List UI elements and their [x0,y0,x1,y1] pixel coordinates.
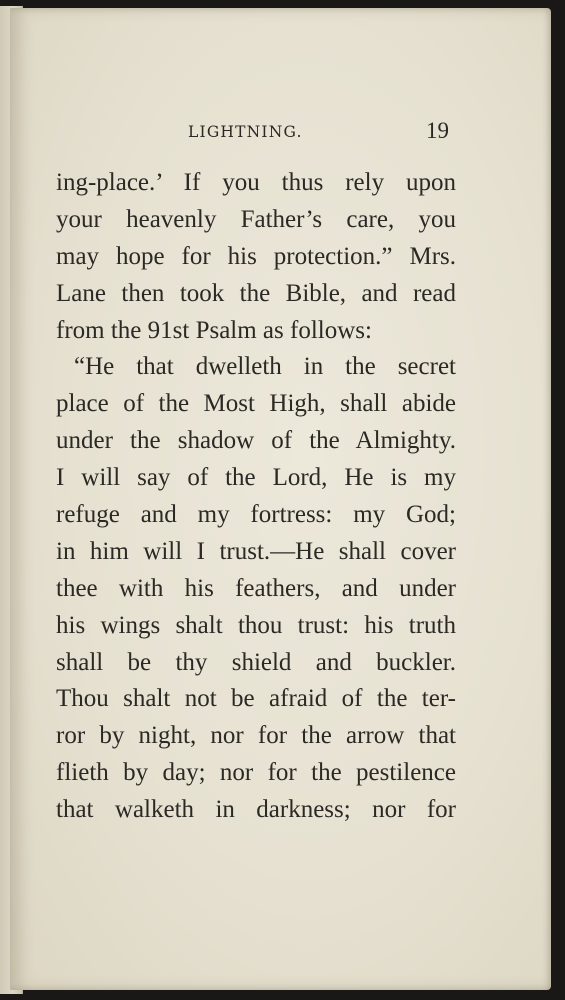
text-line: flieth by day; nor for the pestilence [56,759,456,787]
text-line: Lane then took the Bible, and read [56,279,456,307]
text-line: in him will I trust.—He shall cover [56,537,456,565]
text-line: I will say of the Lord, He is my [56,464,456,492]
text-line: your heavenly Father’s care, you [56,205,456,233]
text-line: thee with his feathers, and under [56,574,456,602]
body-text [56,165,456,829]
text-line: that walketh in darkness; nor for [56,796,456,824]
running-title: LIGHTNING. [188,123,303,141]
text-line: refuge and my fortress: my God; [56,501,456,529]
text-line: “He that dwelleth in the secret [74,353,456,381]
text-line: place of the Most High, shall abide [56,390,456,418]
text-line: may hope for his protection.” Mrs. [56,242,456,270]
page-header [10,118,551,148]
text-line: from the 91st Psalm as follows: [56,316,372,344]
text-line: shall be thy shield and buckler. [56,648,456,676]
text-line: his wings shalt thou trust: his truth [56,611,456,639]
book-page [10,8,551,990]
text-line: Thou shalt not be afraid of the ter- [56,685,456,713]
text-line: ror by night, nor for the arrow that [56,722,456,750]
text-line: under the shadow of the Almighty. [56,427,456,455]
text-line: ing-place.’ If you thus rely upon [56,169,456,196]
page-number: 19 [426,118,449,143]
